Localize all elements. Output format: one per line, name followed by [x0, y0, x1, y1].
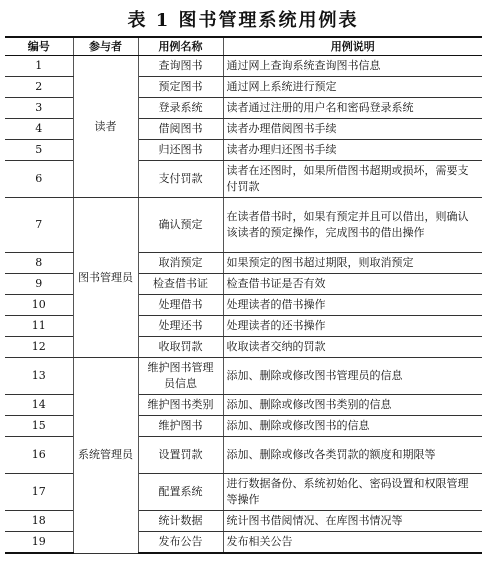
row-desc: 发布相关公告	[223, 532, 482, 554]
row-no: 17	[5, 474, 73, 511]
row-desc: 收取读者交纳的罚款	[223, 337, 482, 358]
actor-cell	[73, 56, 138, 198]
row-desc: 通过网上系统进行预定	[223, 77, 482, 98]
row-desc: 添加、删除或修改各类罚款的额度和期限等	[223, 437, 482, 474]
row-name: 检查借书证	[138, 274, 223, 295]
actor-label: 系统管理员	[78, 448, 133, 462]
actor-label: 读者	[94, 119, 117, 133]
row-no: 18	[5, 511, 73, 532]
row-name: 收取罚款	[138, 337, 223, 358]
row-no: 8	[5, 253, 73, 274]
row-desc: 通过网上查询系统查询图书信息	[223, 56, 482, 77]
use-case-table	[5, 36, 482, 554]
table-row	[5, 358, 482, 395]
row-name: 发布公告	[138, 532, 223, 554]
table-row	[5, 56, 482, 77]
row-desc: 添加、删除或修改图书管理员的信息	[223, 358, 482, 395]
header-no: 编号	[5, 37, 73, 56]
row-name: 预定图书	[138, 77, 223, 98]
row-name: 归还图书	[138, 140, 223, 161]
table-row	[5, 198, 482, 253]
row-no: 6	[5, 161, 73, 198]
row-no: 12	[5, 337, 73, 358]
row-desc: 处理读者的借书操作	[223, 295, 482, 316]
row-no: 14	[5, 395, 73, 416]
row-name: 登录系统	[138, 98, 223, 119]
row-name: 处理借书	[138, 295, 223, 316]
row-name: 支付罚款	[138, 161, 223, 198]
row-name: 取消预定	[138, 253, 223, 274]
row-desc: 读者办理借阅图书手续	[223, 119, 482, 140]
header-desc: 用例说明	[223, 37, 482, 56]
row-desc: 添加、删除或修改图书类别的信息	[223, 395, 482, 416]
actor-label: 图书管理员	[78, 270, 133, 284]
row-desc: 读者通过注册的用户名和密码登录系统	[223, 98, 482, 119]
row-name: 借阅图书	[138, 119, 223, 140]
table-title: 表 1 图书管理系统用例表	[127, 10, 359, 31]
row-name: 维护图书	[138, 416, 223, 437]
row-name: 设置罚款	[138, 437, 223, 474]
header-row	[5, 37, 482, 56]
row-no: 7	[5, 198, 73, 253]
header-name: 用例名称	[138, 37, 223, 56]
row-no: 2	[5, 77, 73, 98]
actor-cell	[73, 358, 138, 554]
row-name: 处理还书	[138, 316, 223, 337]
row-desc: 统计图书借阅情况、在库图书情况等	[223, 511, 482, 532]
row-no: 1	[5, 56, 73, 77]
row-no: 5	[5, 140, 73, 161]
row-no: 9	[5, 274, 73, 295]
row-no: 16	[5, 437, 73, 474]
actor-cell	[73, 198, 138, 358]
row-no: 13	[5, 358, 73, 395]
row-desc: 检查借书证是否有效	[223, 274, 482, 295]
row-no: 15	[5, 416, 73, 437]
row-desc: 在读者借书时，如果有预定并且可以借出，则确认该读者的预定操作，完成图书的借出操作	[223, 198, 482, 253]
row-name: 查询图书	[138, 56, 223, 77]
row-no: 3	[5, 98, 73, 119]
row-no: 4	[5, 119, 73, 140]
row-desc: 添加、删除或修改图书的信息	[223, 416, 482, 437]
row-name: 确认预定	[138, 198, 223, 253]
row-no: 10	[5, 295, 73, 316]
row-name: 维护图书管理员信息	[138, 358, 223, 395]
row-desc: 进行数据备份、系统初始化、密码设置和权限管理等操作	[223, 474, 482, 511]
row-name: 维护图书类别	[138, 395, 223, 416]
row-desc: 如果预定的图书超过期限，则取消预定	[223, 253, 482, 274]
row-desc: 读者办理归还图书手续	[223, 140, 482, 161]
header-actor: 参与者	[73, 37, 138, 56]
row-name: 配置系统	[138, 474, 223, 511]
row-name: 统计数据	[138, 511, 223, 532]
row-desc: 处理读者的还书操作	[223, 316, 482, 337]
row-desc: 读者在还图时，如果所借图书超期或损坏，需要支付罚款	[223, 161, 482, 198]
row-no: 19	[5, 532, 73, 554]
row-no: 11	[5, 316, 73, 337]
